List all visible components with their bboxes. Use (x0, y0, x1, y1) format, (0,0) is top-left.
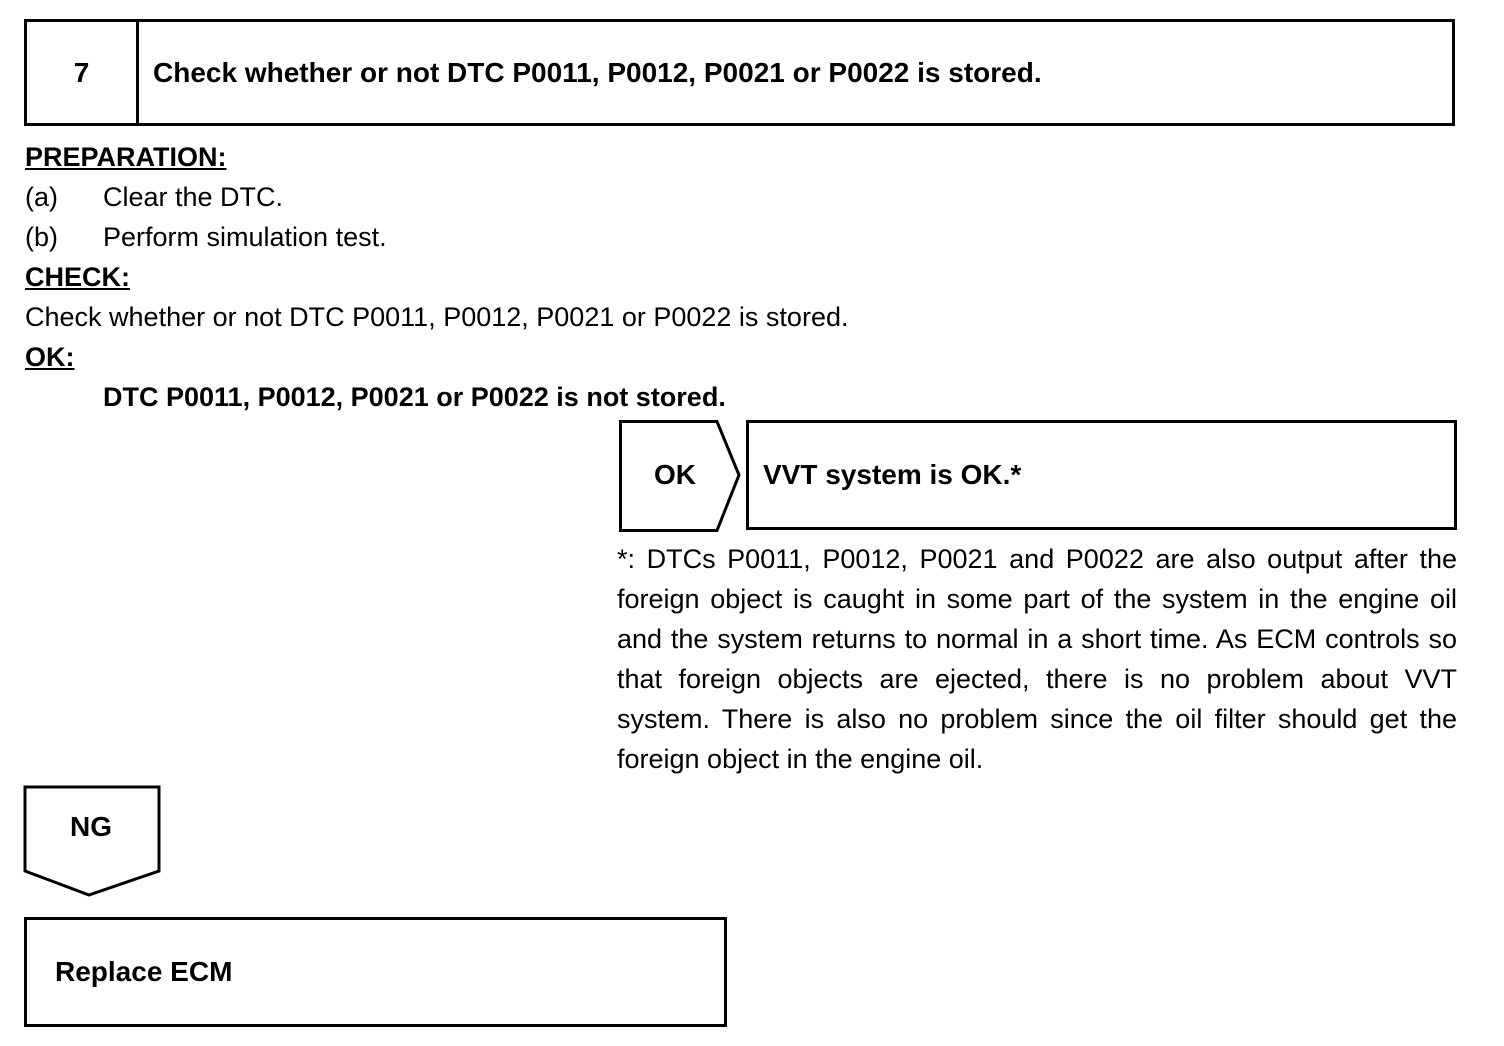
ok-branch-label: OK (654, 459, 696, 490)
ok-result-text: VVT system is OK.* (763, 459, 1022, 490)
preparation-item-a-marker: (a) (25, 182, 58, 212)
ok-criteria: DTC P0011, P0012, P0021 or P0022 is not stored. (103, 382, 726, 412)
ng-branch-label: NG (70, 811, 112, 842)
ok-result-box (746, 420, 1457, 530)
preparation-item-b-text: Perform simulation test. (103, 222, 387, 252)
preparation-item-b-marker: (b) (25, 222, 58, 252)
step-title: Check whether or not DTC P0011, P0012, P0021 or P0022 is stored. (153, 56, 1042, 88)
ok-heading: OK: (25, 342, 75, 372)
ng-action-box (24, 917, 727, 1027)
step-header (24, 19, 1455, 126)
step-number: 7 (27, 22, 139, 123)
check-text: Check whether or not DTC P0011, P0012, P0021 or P0022 is stored. (25, 302, 849, 332)
check-heading: CHECK: (25, 262, 130, 292)
ng-action-text: Replace ECM (55, 956, 233, 987)
preparation-heading: PREPARATION: (25, 142, 227, 172)
ok-footnote: *: DTCs P0011, P0012, P0021 and P0022 are also output after the foreign object is caught in some part of the system in the engine oil and the system returns to normal in a short time. As ECM controls so that foreign objects are ejected, there is no problem about VVT system. There is also no problem since the oil filter should get the foreign object in the engine oil. (617, 544, 1457, 774)
preparation-item-a-text: Clear the DTC. (103, 182, 284, 212)
